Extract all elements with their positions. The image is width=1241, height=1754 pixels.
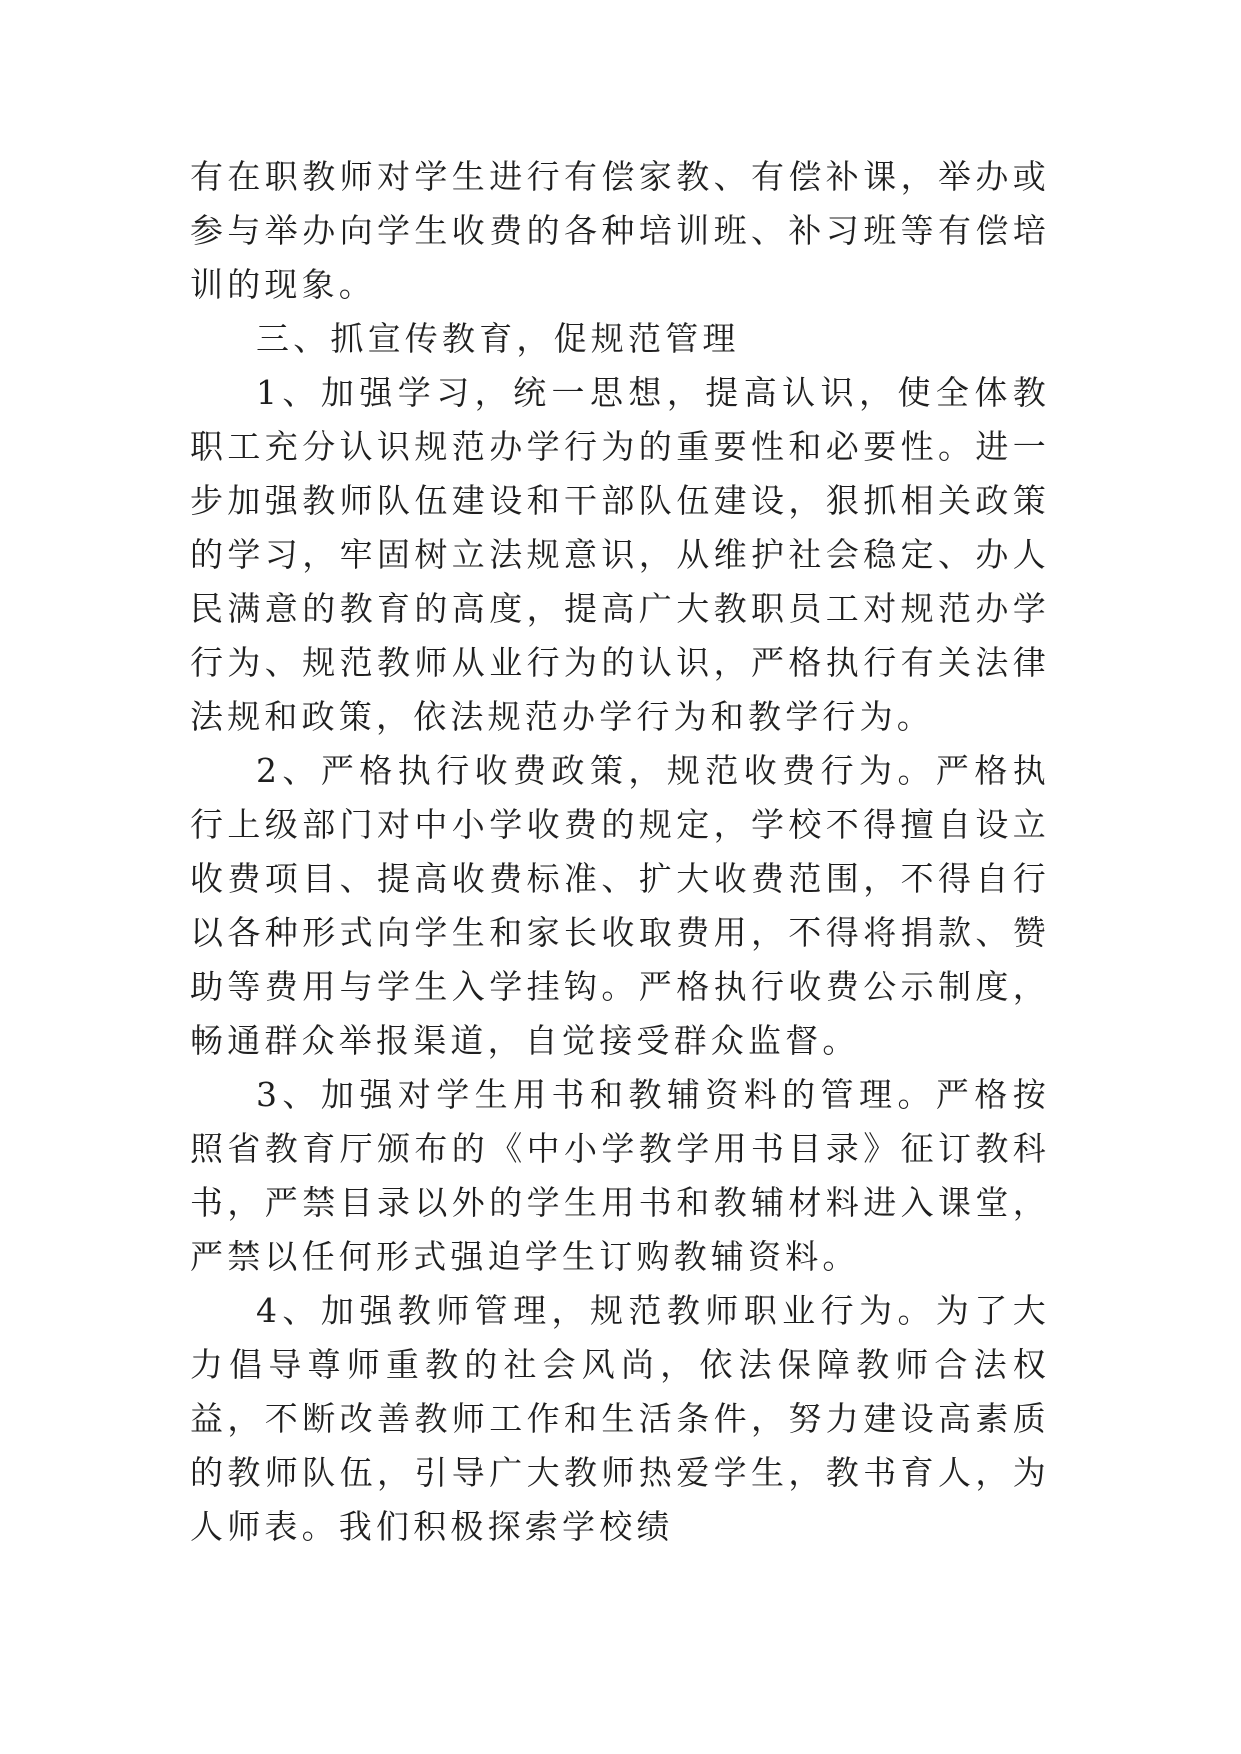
section-heading: 三、抓宣传教育，促规范管理 xyxy=(256,319,740,358)
document-body xyxy=(190,150,1050,1554)
paragraph-item-4: 4、加强教师管理，规范教师职业行为。为了大力倡导尊师重教的社会风尚，依法保障教师合法权益，不断改善教师工作和生活条件，努力建设高素质的教师队伍，引导广大教师热爱学生，教书育人，为人师表。我们积极探索学校绩 xyxy=(190,1291,1050,1546)
paragraph-continuation: 有在职教师对学生进行有偿家教、有偿补课，举办或参与举办向学生收费的各种培训班、补习班等有偿培训的现象。 xyxy=(190,157,1050,304)
paragraph-item-3: 3、加强对学生用书和教辅资料的管理。严格按照省教育厅颁布的《中小学教学用书目录》征订教科书，严禁目录以外的学生用书和教辅材料进入课堂，严禁以任何形式强迫学生订购教辅资料。 xyxy=(190,1075,1050,1276)
paragraph-item-1: 1、加强学习，统一思想，提高认识，使全体教职工充分认识规范办学行为的重要性和必要性。进一步加强教师队伍建设和干部队伍建设，狠抓相关政策的学习，牢固树立法规意识，从维护社会稳定、办人民满意的教育的高度，提高广大教职员工对规范办学行为、规范教师从业行为的认识，严格执行有关法律法规和政策，依法规范办学行为和教学行为。 xyxy=(190,373,1050,736)
paragraph-item-2: 2、严格执行收费政策，规范收费行为。严格执行上级部门对中小学收费的规定，学校不得擅自设立收费项目、提高收费标准、扩大收费范围，不得自行以各种形式向学生和家长收取费用，不得将捐款、赞助等费用与学生入学挂钩。严格执行收费公示制度，畅通群众举报渠道，自觉接受群众监督。 xyxy=(190,751,1050,1060)
